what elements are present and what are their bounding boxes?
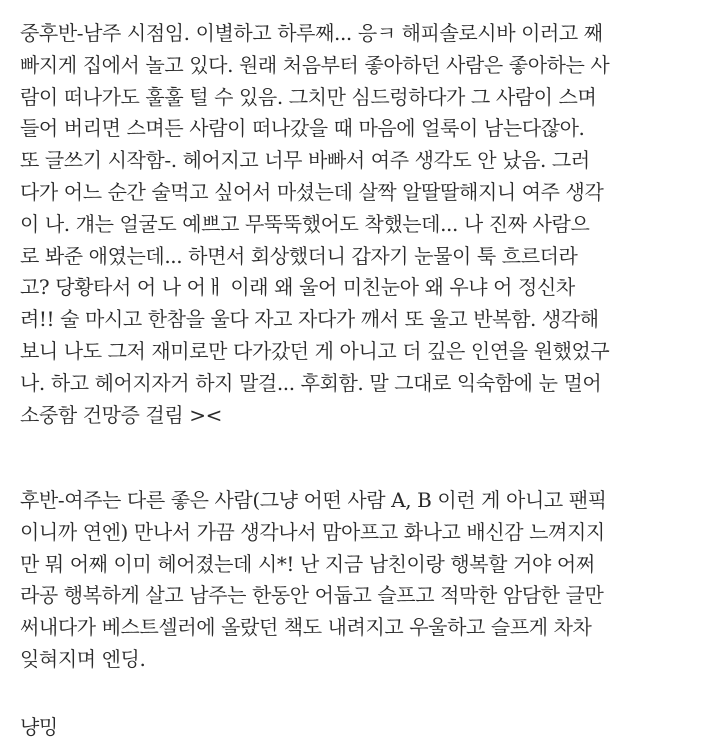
paragraph-signature	[20, 712, 712, 744]
text-line: 들어 버리면 스며든 사람이 떠나갔을 때 마음에 얼룩이 남는다잖아.	[20, 116, 585, 141]
text-line: 중후반-남주 시점임. 이별하고 하루째... 응ㅋ 해피솔로시바 이러고 째	[20, 21, 603, 45]
paragraph-female-lead-ending	[20, 485, 712, 676]
text-line: 소중함 건망증 걸림 ><	[20, 402, 222, 427]
text-line: 고? 당황타서 어 나 어ㅐ 이래 왜 울어 미친눈아 왜 우냐 어 정신차	[20, 275, 575, 300]
text-line: 려!! 술 마시고 한참을 울다 자고 자다가 깨서 또 울고 반복함. 생각해	[20, 307, 599, 332]
text-line: 나. 하고 헤어지자거 하지 말걸... 후회함. 말 그대로 익숙함에 눈 멀어	[20, 370, 602, 395]
text-line: 람이 떠나가도 훌훌 털 수 있음. 그치만 심드렁하다가 그 사람이 스며	[20, 84, 597, 109]
text-line: 로 봐준 애였는데... 하면서 회상했더니 갑자기 눈물이 툭 흐르더라	[20, 243, 578, 268]
text-line: 이 나. 걔는 얼굴도 예쁘고 무뚝뚝했어도 착했는데... 나 진짜 사람으	[20, 211, 590, 236]
text-line: 보니 나도 그저 재미로만 다가갔던 게 아니고 더 깊은 인연을 원했었구	[20, 338, 610, 363]
text-line: 이니까 연엔) 만나서 가끔 생각나서 맘아프고 화나고 배신감 느껴지지	[20, 519, 605, 544]
text-line: 만 뭐 어째 이미 헤어졌는데 시*! 난 지금 남친이랑 행복할 거야 어쩌	[20, 551, 595, 576]
text-line: 또 글쓰기 시작함-. 헤어지고 너무 바빠서 여주 생각도 안 났음. 그러	[20, 148, 590, 173]
text-line: 빠지게 집에서 놀고 있다. 원래 처음부터 좋아하던 사람은 좋아하는 사	[20, 52, 610, 77]
paragraph-male-lead-pov	[20, 18, 712, 431]
text-line: 후반-여주는 다른 좋은 사람(그냥 어떤 사람 A, B 이런 게 아니고 팬픽	[20, 488, 607, 512]
text-line: 잊혀지며 엔딩.	[20, 646, 146, 671]
text-line: 냥밍	[20, 715, 58, 739]
text-line: 써내다가 베스트셀러에 올랐던 책도 내려지고 우울하고 슬프게 차차	[20, 615, 592, 640]
text-line: 라공 행복하게 살고 남주는 한동안 어둡고 슬프고 적막한 암담한 글만	[20, 583, 604, 608]
text-line: 다가 어느 순간 술먹고 싶어서 마셨는데 살짝 알딸딸해지니 여주 생각	[20, 179, 604, 204]
